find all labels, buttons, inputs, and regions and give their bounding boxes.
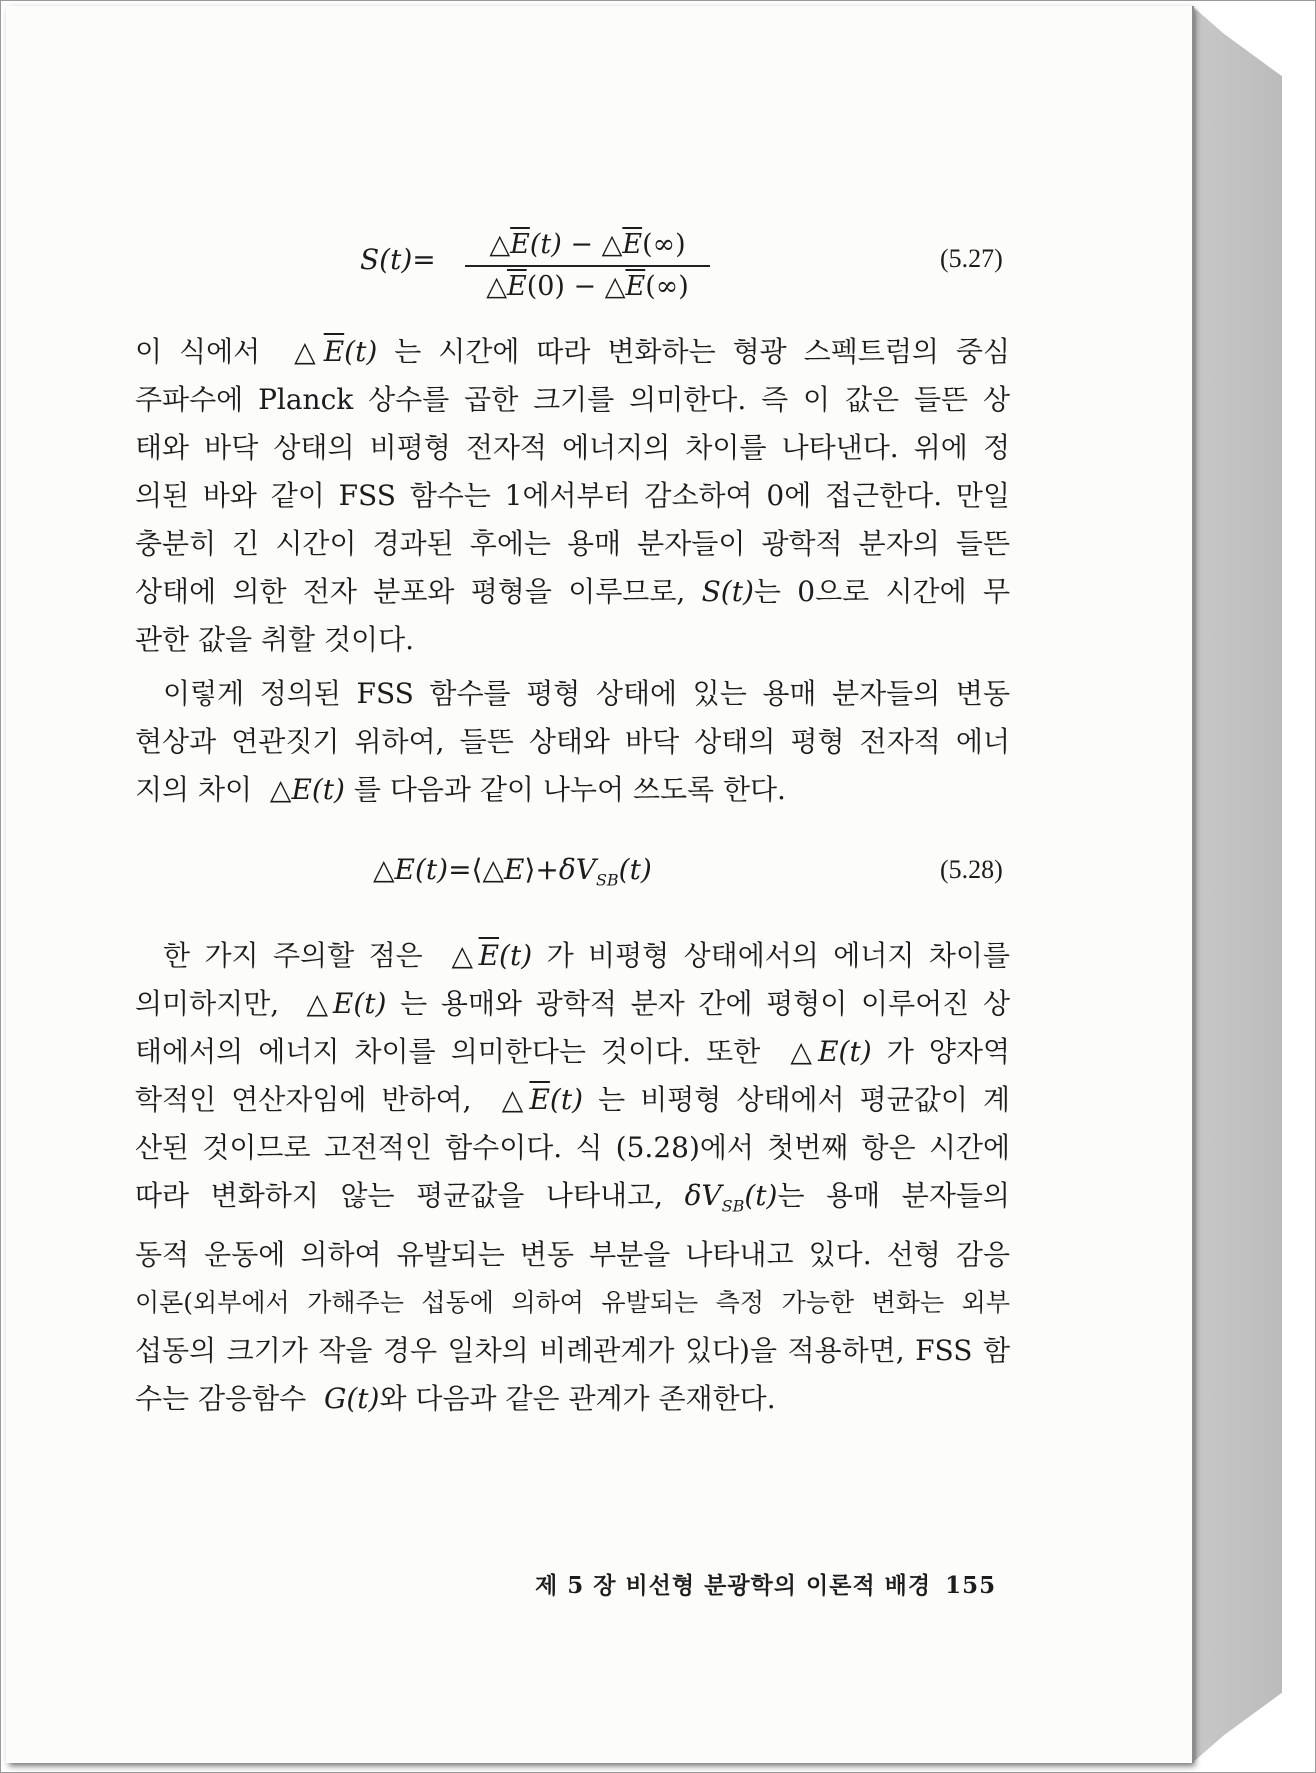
text-line: 현상과 연관짓기 위하여, 들뜬 상태와 바닥 상태의 평형 전자적 에너 [135,725,1010,758]
paragraph-3 [135,932,1010,1423]
equation-number: (5.28) [940,855,1003,884]
text-line: 의미하지만, △E(t) 는 용매와 광학적 분자 간에 평형이 이루어진 상 [135,987,1010,1020]
equation-5-28: $\triangle E(t)=⟨\triangle E⟩+\delta V_{SB}(t)$ [373,853,652,890]
paragraph-2 [135,670,1010,814]
equation-numerator: $\triangle\overline{E}(t)$ − $\triangle\overline{E}(\infty)$ [489,229,686,260]
text-line: 관한 값을 취할 것이다. [135,623,415,656]
text-line: 충분히 긴 시간이 경과된 후에는 용매 분자들이 광학적 분자의 들뜬 [135,527,1010,560]
text-line: 따라 변화하지 않는 평균값을 나타내고, $\delta V_{SB}(t)$는 용매 분자들의 [135,1179,1010,1216]
page-spine-line [1192,6,1194,1763]
text-line: 태와 바닥 상태의 비평형 전자적 에너지의 차이를 나타낸다. 위에 정 [135,431,1010,464]
text-line: 학적인 연산자임에 반하여, $\triangle\overline{E}(t)$ 는 비평형 상태에서 평균값이 계 [135,1083,1010,1116]
text-line: 산된 것이므로 고전적인 함수이다. 식 (5.28)에서 첫번째 항은 시간에 [135,1131,1010,1164]
text-line: 섭동의 크기가 작을 경우 일차의 비례관계가 있다)을 적용하면, FSS 함 [135,1333,1010,1367]
text-line: 주파수에 Planck 상수를 곱한 크기를 의미한다. 즉 이 값은 들뜬 상 [135,383,1010,416]
equation-number: (5.27) [940,244,1003,273]
text-line: 이렇게 정의된 FSS 함수를 평형 상태에 있는 용매 분자들의 변동 [163,677,1010,710]
paragraph-1 [135,328,1010,664]
book-page-edge [1192,6,1282,1763]
page-footer [535,1567,996,1600]
text-line: 이론(외부에서 가해주는 섭동에 의하여 유발되는 측정 가능한 변화는 외부 [135,1287,1010,1317]
text-line: 상태에 의한 전자 분포와 평형을 이루므로, S(t)는 0으로 시간에 무 [135,575,1011,608]
equation-denominator: $\triangle\overline{E}(0)$ − $\triangle\overline{E}(\infty)$ [486,271,689,302]
text-line: 지의 차이 △E(t) 를 다음과 같이 나누어 쓰도록 한다. [135,773,786,806]
equation-fraction [465,228,710,304]
text-line: 이 식에서 $\triangle\overline{E}(t)$ 는 시간에 따라 변화하는 형광 스펙트럼의 중심 [135,335,1010,368]
text-line: 수는 감응함수 G(t)와 다음과 같은 관계가 존재한다. [135,1381,776,1415]
equation-lhs: S(t)= [360,243,436,276]
text-line: 태에서의 에너지 차이를 의미한다는 것이다. 또한 △E(t) 가 양자역 [135,1035,1010,1068]
text-line: 의된 바와 같이 FSS 함수는 1에서부터 감소하여 0에 접근한다. 만일 [135,479,1010,512]
text-line: 한 가지 주의할 점은 $\triangle\overline{E}(t)$ 가 비평형 상태에서의 에너지 차이를 [163,939,1010,972]
chapter-title: 제 5 장 비선형 분광학의 이론적 배경 [535,1572,932,1599]
fraction-bar [465,265,710,267]
page-number: 155 [945,1572,997,1599]
text-line: 동적 운동에 의하여 유발되는 변동 부분을 나타내고 있다. 선형 감응 [135,1237,1010,1271]
